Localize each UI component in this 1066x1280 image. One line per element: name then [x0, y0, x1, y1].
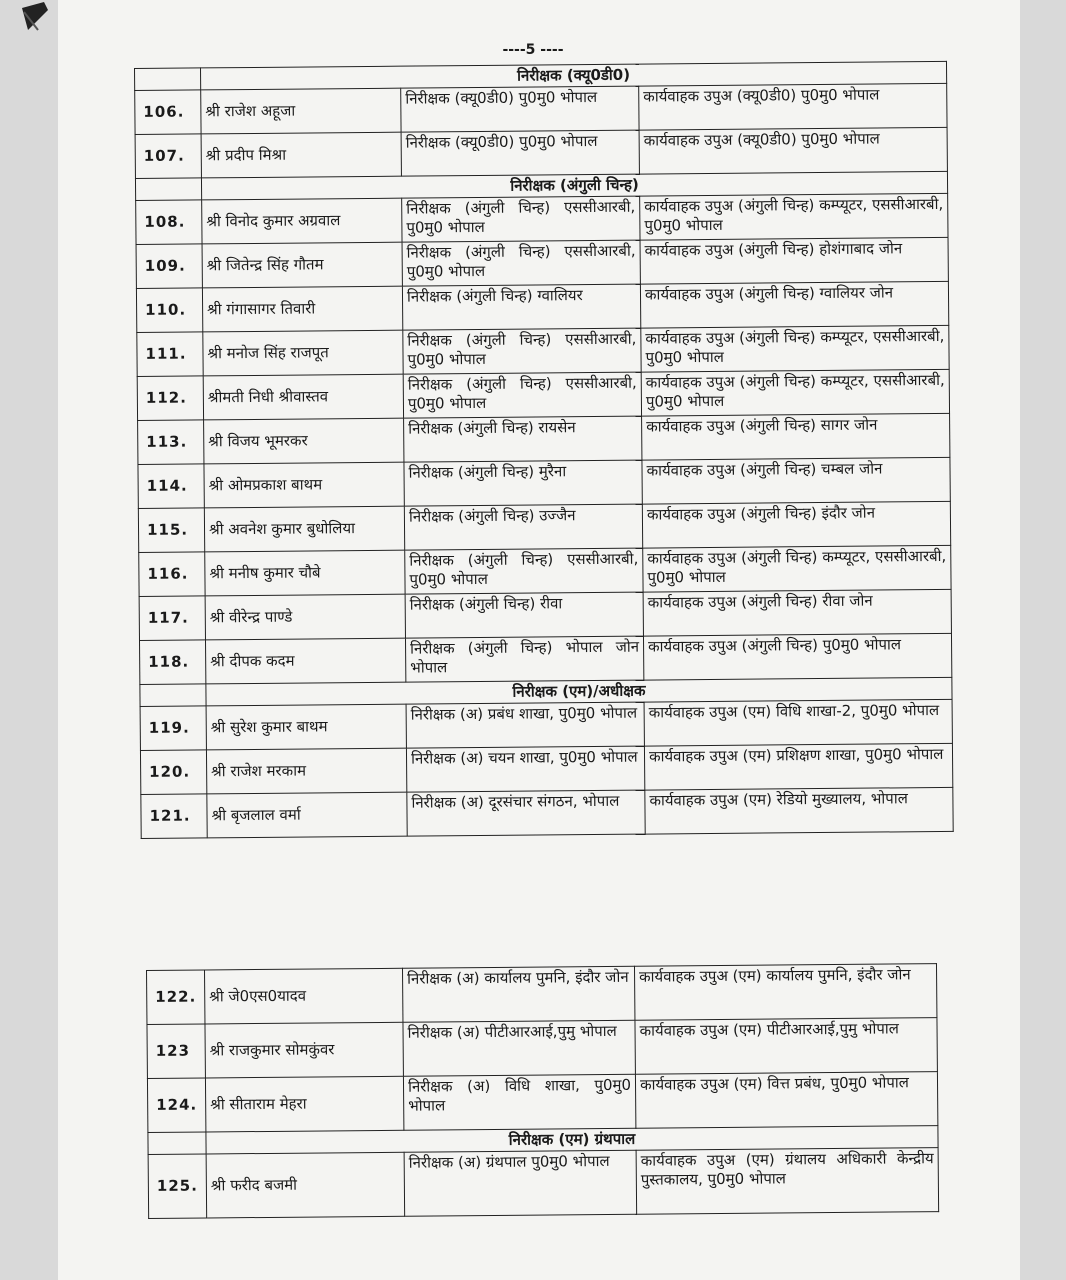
- serial-number: 107.: [135, 134, 201, 179]
- current-posting: निरीक्षक (क्यू0डी0) पु0मु0 भोपाल: [401, 86, 639, 132]
- current-posting: निरीक्षक (क्यू0डी0) पु0मु0 भोपाल: [401, 130, 639, 176]
- new-posting: कार्यवाहक उपुअ (एम) वित्त प्रबंध, पु0मु0 भोपाल: [635, 1072, 937, 1129]
- new-posting: कार्यवाहक उपुअ (क्यू0डी0) पु0मु0 भोपाल: [639, 127, 947, 174]
- new-posting: कार्यवाहक उपुअ (अंगुली चिन्ह) चम्बल जोन: [642, 457, 950, 504]
- new-posting: कार्यवाहक उपुअ (अंगुली चिन्ह) ग्वालियर जोन: [640, 281, 948, 328]
- serial-number: 115.: [138, 508, 204, 553]
- table-row: [135, 127, 947, 178]
- current-posting: निरीक्षक (अंगुली चिन्ह) रीवा: [405, 592, 643, 638]
- current-posting: निरीक्षक (अंगुली चिन्ह) एससीआरबी, पु0मु0 भोपाल: [403, 372, 641, 418]
- serial-number: 116.: [139, 552, 205, 597]
- new-posting: कार्यवाहक उपुअ (अंगुली चिन्ह) होशंगाबाद जोन: [640, 237, 948, 284]
- table-row: [138, 457, 950, 508]
- officer-name: श्री दीपक कदम: [205, 638, 405, 684]
- current-posting: निरीक्षक (अ) ग्रंथपाल पु0मु0 भोपाल: [404, 1150, 637, 1216]
- section-heading: निरीक्षक (एम) ग्रंथपाल: [206, 1126, 938, 1154]
- new-posting: कार्यवाहक उपुअ (एम) ग्रंथालय अधिकारी केन्द्रीय पुस्तकालय, पु0मु0 भोपाल: [636, 1148, 939, 1215]
- current-posting: निरीक्षक (अ) विधि शाखा, पु0मु0 भोपाल: [403, 1074, 635, 1130]
- serial-number: 110.: [136, 288, 202, 333]
- new-posting: कार्यवाहक उपुअ (एम) कार्यालय पुमनि, इंदौर जोन: [634, 964, 936, 1021]
- section-spacer: [140, 684, 206, 707]
- officer-name: श्री मनोज सिंह राजपूत: [203, 330, 403, 376]
- section-spacer: [148, 1132, 206, 1155]
- officer-name: श्री ओमप्रकाश बाथम: [204, 462, 404, 508]
- new-posting: कार्यवाहक उपुअ (क्यू0डी0) पु0मु0 भोपाल: [639, 83, 947, 130]
- new-posting: कार्यवाहक उपुअ (अंगुली चिन्ह) कम्प्यूटर, एससीआरबी, पु0मु0 भोपाल: [643, 545, 951, 592]
- officer-name: श्री जे0एस0यादव: [205, 968, 403, 1024]
- current-posting: निरीक्षक (अ) चयन शाखा, पु0मु0 भोपाल: [406, 746, 644, 792]
- current-posting: निरीक्षक (अ) पीटीआरआई,पुमु भोपाल: [403, 1020, 635, 1076]
- section-heading: निरीक्षक (क्यू0डी0): [201, 61, 947, 90]
- new-posting: कार्यवाहक उपुअ (अंगुली चिन्ह) पु0मु0 भोपाल: [643, 633, 951, 680]
- serial-number: 108.: [136, 200, 202, 245]
- table-row: [139, 545, 951, 596]
- table-row: [147, 964, 937, 1025]
- scan-edge-mark: [4, 0, 64, 40]
- serial-number: 106.: [135, 90, 201, 135]
- posting-table-1: [134, 61, 954, 839]
- serial-number: 113.: [138, 420, 204, 465]
- current-posting: निरीक्षक (अंगुली चिन्ह) मुरैना: [404, 460, 642, 506]
- officer-name: श्री अवनेश कुमार बुधोलिया: [204, 506, 404, 552]
- table-row: [148, 1148, 939, 1219]
- table-row: [147, 1018, 937, 1079]
- posting-table-2: [146, 963, 939, 1219]
- serial-number: 125.: [148, 1154, 207, 1219]
- table-row: [136, 281, 948, 332]
- current-posting: निरीक्षक (अंगुली चिन्ह) रायसेन: [404, 416, 642, 462]
- new-posting: कार्यवाहक उपुअ (एम) विधि शाखा-2, पु0मु0 भोपाल: [644, 699, 952, 746]
- serial-number: 122.: [147, 970, 205, 1025]
- new-posting: कार्यवाहक उपुअ (अंगुली चिन्ह) कम्प्यूटर, एससीआरबी, पु0मु0 भोपाल: [641, 325, 949, 372]
- new-posting: कार्यवाहक उपुअ (अंगुली चिन्ह) रीवा जोन: [643, 589, 951, 636]
- current-posting: निरीक्षक (अंगुली चिन्ह) एससीआरबी, पु0मु0 भोपाल: [402, 196, 640, 242]
- section-spacer: [135, 68, 201, 91]
- officer-name: श्री गंगासागर तिवारी: [202, 286, 402, 332]
- officer-name: श्री बृजलाल वर्मा: [207, 792, 407, 838]
- serial-number: 123: [147, 1024, 205, 1079]
- table-row: [139, 589, 951, 640]
- table-row: [138, 413, 950, 464]
- serial-number: 119.: [140, 706, 206, 751]
- officer-name: श्री वीरेन्द्र पाण्डे: [205, 594, 405, 640]
- serial-number: 124.: [147, 1078, 205, 1133]
- new-posting: कार्यवाहक उपुअ (एम) पीटीआरआई,पुमु भोपाल: [635, 1018, 937, 1075]
- officer-name: श्री विनोद कुमार अग्रवाल: [202, 198, 402, 244]
- officer-name: श्रीमती निधी श्रीवास्तव: [203, 374, 403, 420]
- section-heading: निरीक्षक (अंगुली चिन्ह): [201, 171, 947, 200]
- officer-name: श्री फरीद बजमी: [206, 1152, 405, 1218]
- officer-name: श्री जितेन्द्र सिंह गौतम: [202, 242, 402, 288]
- table-row: [147, 1072, 937, 1133]
- serial-number: 118.: [139, 640, 205, 685]
- section-spacer: [135, 178, 201, 201]
- new-posting: कार्यवाहक उपुअ (अंगुली चिन्ह) इंदौर जोन: [642, 501, 950, 548]
- officer-name: श्री राजेश अहूजा: [201, 88, 401, 134]
- table-row: [136, 237, 948, 288]
- table-row: [137, 369, 949, 420]
- section-heading: निरीक्षक (एम)/अधीक्षक: [206, 677, 952, 706]
- table-row: [135, 83, 947, 134]
- current-posting: निरीक्षक (अ) कार्यालय पुमनि, इंदौर जोन: [402, 966, 634, 1022]
- new-posting: कार्यवाहक उपुअ (अंगुली चिन्ह) कम्प्यूटर, एससीआरबी, पु0मु0 भोपाल: [640, 193, 948, 240]
- officer-name: श्री मनीष कुमार चौबे: [205, 550, 405, 596]
- serial-number: 112.: [137, 376, 203, 421]
- officer-name: श्री सुरेश कुमार बाथम: [206, 704, 406, 750]
- current-posting: निरीक्षक (अ) दूरसंचार संगठन, भोपाल: [407, 790, 645, 836]
- serial-number: 109.: [136, 244, 202, 289]
- table-row: [136, 193, 948, 244]
- officer-name: श्री प्रदीप मिश्रा: [201, 132, 401, 178]
- current-posting: निरीक्षक (अंगुली चिन्ह) एससीआरबी, पु0मु0 भोपाल: [405, 548, 643, 594]
- officer-name: श्री विजय भूमरकर: [204, 418, 404, 464]
- table-row: [140, 699, 952, 750]
- current-posting: निरीक्षक (अंगुली चिन्ह) एससीआरबी, पु0मु0 भोपाल: [403, 328, 641, 374]
- serial-number: 114.: [138, 464, 204, 509]
- serial-number: 117.: [139, 596, 205, 641]
- serial-number: 120.: [140, 750, 206, 795]
- current-posting: निरीक्षक (अंगुली चिन्ह) ग्वालियर: [402, 284, 640, 330]
- page-number: ----5 ----: [502, 42, 564, 58]
- new-posting: कार्यवाहक उपुअ (एम) प्रशिक्षण शाखा, पु0मु0 भोपाल: [644, 743, 952, 790]
- table-row: [140, 743, 952, 794]
- table-row: [137, 325, 949, 376]
- current-posting: निरीक्षक (अंगुली चिन्ह) भोपाल जोन भोपाल: [405, 636, 643, 682]
- current-posting: निरीक्षक (अ) प्रबंध शाखा, पु0मु0 भोपाल: [406, 702, 644, 748]
- new-posting: कार्यवाहक उपुअ (अंगुली चिन्ह) कम्प्यूटर, एससीआरबी, पु0मु0 भोपाल: [641, 369, 949, 416]
- serial-number: 121.: [141, 794, 207, 839]
- serial-number: 111.: [137, 332, 203, 377]
- officer-name: श्री राजकुमार सोमकुंवर: [205, 1022, 403, 1078]
- current-posting: निरीक्षक (अंगुली चिन्ह) उज्जैन: [404, 504, 642, 550]
- table-row: [139, 633, 951, 684]
- officer-name: श्री सीताराम मेहरा: [205, 1076, 403, 1132]
- new-posting: कार्यवाहक उपुअ (अंगुली चिन्ह) सागर जोन: [642, 413, 950, 460]
- table-row: [138, 501, 950, 552]
- table-row: [141, 787, 953, 838]
- current-posting: निरीक्षक (अंगुली चिन्ह) एससीआरबी, पु0मु0 भोपाल: [402, 240, 640, 286]
- new-posting: कार्यवाहक उपुअ (एम) रेडियो मुख्यालय, भोपाल: [645, 787, 953, 834]
- officer-name: श्री राजेश मरकाम: [206, 748, 406, 794]
